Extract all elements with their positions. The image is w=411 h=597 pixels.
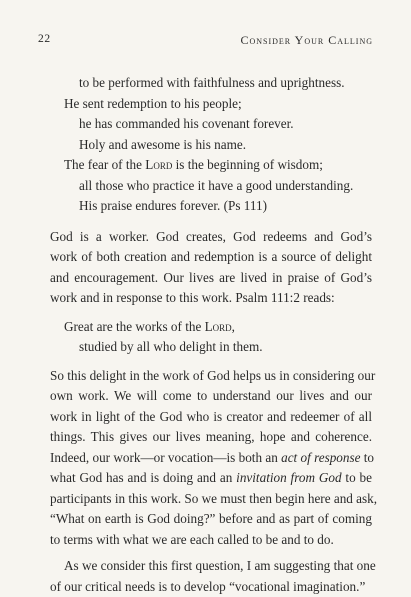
page-header xyxy=(38,33,373,49)
lord-small-caps: Lord xyxy=(145,157,172,172)
line-post: to be xyxy=(342,470,372,485)
paragraph-line: own work. We will come to understand our lives and our xyxy=(50,386,372,407)
paragraph-line: things. This gives our lives meaning, hope and coherence. xyxy=(50,427,372,448)
paragraph-line: work and in response to this work. Psalm 111:2 reads: xyxy=(50,288,372,309)
psalm-line: he has commanded his covenant forever. xyxy=(50,114,372,135)
paragraph-line: work in light of the God who is creator and redeemer of all xyxy=(50,407,372,428)
psalm-line: to be performed with faithfulness and uprightness. xyxy=(50,73,372,94)
psalm-line: His praise endures forever. (Ps 111) xyxy=(50,196,372,217)
line-pre: what God has and is doing and an xyxy=(50,470,236,485)
paragraph-god-is-worker xyxy=(50,227,372,309)
paragraph-delight xyxy=(50,366,372,551)
italic-phrase: invitation from God xyxy=(236,470,341,485)
body-text xyxy=(50,73,372,597)
page-number: 22 xyxy=(38,33,51,45)
paragraph-line: As we consider this first question, I am suggesting that one xyxy=(50,556,372,577)
paragraph-line: and encouragement. Our lives are lived in praise of God’s xyxy=(50,268,372,289)
paragraph-line: God is a worker. God creates, God redeems and God’s xyxy=(50,227,372,248)
psalm-line: Holy and awesome is his name. xyxy=(50,135,372,156)
psalm-line: all those who practice it have a good understanding. xyxy=(50,176,372,197)
paragraph-line: participants in this work. So we must then begin here and ask, xyxy=(50,489,372,510)
line-pre: Indeed, our work—or vocation—is both an xyxy=(50,450,281,465)
psalm-line-pre: The fear of the xyxy=(64,157,145,172)
paragraph-vocational-imagination xyxy=(50,556,372,597)
paragraph-line: work of both creation and redemption is a source of delight xyxy=(50,247,372,268)
psalm-line: He sent redemption to his people; xyxy=(50,94,372,115)
quote-line-post: , xyxy=(232,319,235,334)
paragraph-line: to terms with what we are each called to be and to do. xyxy=(50,530,372,551)
psalm-line-post: is the beginning of wisdom; xyxy=(172,157,323,172)
lord-small-caps: Lord xyxy=(205,319,232,334)
italic-phrase: act of response xyxy=(281,450,360,465)
quote-line xyxy=(50,317,372,338)
line-post: to xyxy=(360,450,374,465)
psalm-line xyxy=(50,155,372,176)
paragraph-line: “What on earth is God doing?” before and as part of coming xyxy=(50,509,372,530)
paragraph-line: of our critical needs is to develop “vocational imagination.” xyxy=(50,577,372,597)
quote-line-pre: Great are the works of the xyxy=(64,319,205,334)
psalm-quote xyxy=(50,73,372,217)
running-head: Consider Your Calling xyxy=(240,33,373,48)
paragraph-line xyxy=(50,468,372,489)
quote-line: studied by all who delight in them. xyxy=(50,337,372,358)
paragraph-line xyxy=(50,448,372,469)
paragraph-line: So this delight in the work of God helps us in considering our xyxy=(50,366,372,387)
psalm-111-2-quote xyxy=(50,317,372,358)
